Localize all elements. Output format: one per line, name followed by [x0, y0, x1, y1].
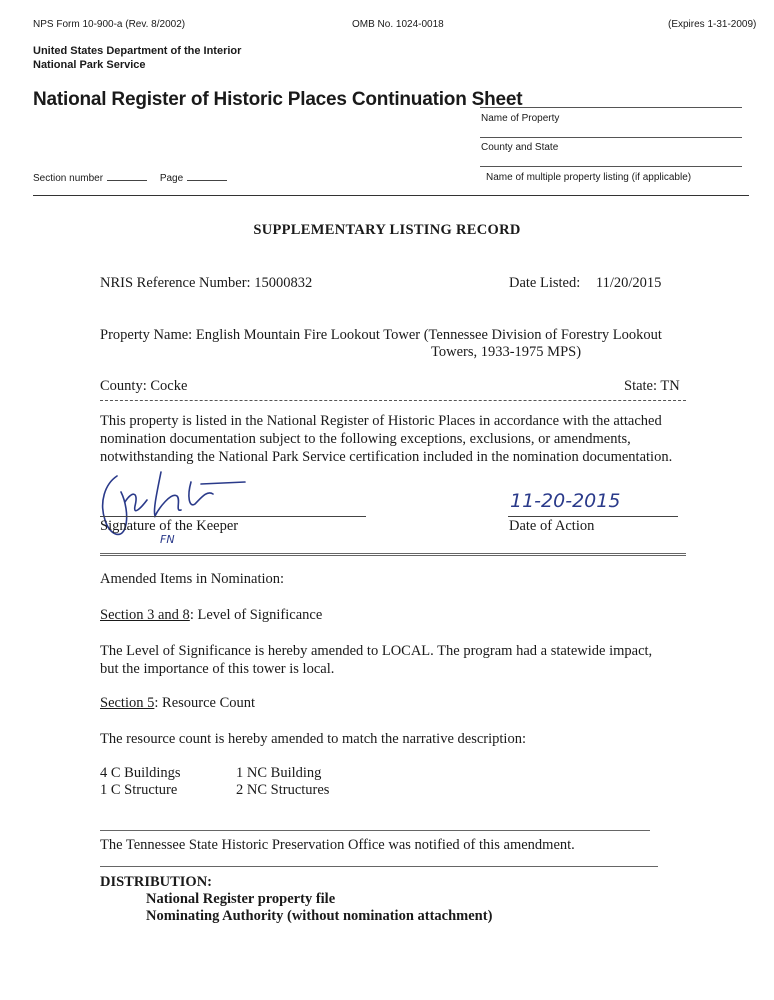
multiple-listing-line [480, 166, 742, 167]
expiration-date: (Expires 1-31-2009) [668, 19, 757, 30]
action-date-handwritten: 11-20-2015 [510, 490, 621, 512]
state: State: TN [624, 378, 680, 394]
department-name: United States Department of the Interior [33, 45, 242, 57]
statement-line3: notwithstanding the National Park Service certification included in the nomination documentation. [100, 449, 673, 465]
date-listed-label: Date Listed: [509, 275, 581, 291]
keeper-initials: FN [160, 533, 175, 546]
county-state-label: County and State [481, 142, 559, 153]
section-5-title: Section 5 [100, 695, 155, 711]
county-state-line [480, 137, 742, 138]
date-listed-value: 11/20/2015 [595, 275, 662, 291]
section-3-8-subtitle: : Level of Significance [189, 607, 323, 623]
date-line [508, 516, 678, 517]
page-title: National Register of Historic Places Continuation Sheet [33, 89, 523, 110]
nris-reference: NRIS Reference Number: 15000832 [100, 275, 313, 291]
multiple-listing-label: Name of multiple property listing (if applicable) [486, 172, 692, 183]
statement-line1: This property is listed in the National Register of Historic Places in accordance with the attached [100, 413, 662, 429]
section-number-label: Section number [33, 173, 104, 184]
signature-label: Signature of the Keeper [100, 518, 239, 534]
header-divider [33, 195, 749, 196]
page-number-blank [187, 171, 227, 181]
shpo-notified: The Tennessee State Historic Preservation Office was notified of this amendment. [100, 837, 575, 853]
section-5-subtitle: : Resource Count [154, 695, 256, 711]
keeper-signature-icon [95, 462, 265, 552]
signature-line [100, 516, 366, 517]
distribution-item-2: Nominating Authority (without nomination attachment) [146, 908, 493, 924]
count-c-buildings: 4 C Buildings [100, 765, 181, 781]
statement-line2: nomination documentation subject to the following exceptions, exclusions, or amendments, [100, 431, 631, 447]
distribution-heading: DISTRIBUTION: [100, 874, 212, 890]
section-3-8-heading [100, 607, 322, 624]
count-nc-structures: 2 NC Structures [236, 782, 330, 798]
section-number-blank [107, 171, 147, 181]
date-listed [509, 275, 661, 292]
count-c-structure: 1 C Structure [100, 782, 178, 798]
double-dashed-divider [100, 553, 686, 556]
record-heading: SUPPLEMENTARY LISTING RECORD [253, 222, 521, 238]
dashed-divider-top [100, 400, 686, 401]
page-label: Page [159, 173, 184, 184]
agency-name: National Park Service [33, 59, 146, 71]
count-nc-building: 1 NC Building [236, 765, 322, 781]
section-5-line1: The resource count is hereby amended to match the narrative description: [100, 731, 526, 747]
date-of-action-label: Date of Action [509, 518, 595, 534]
amendments-intro: Amended Items in Nomination: [100, 571, 285, 587]
property-name-label: Name of Property [481, 113, 560, 124]
distribution-divider [100, 866, 658, 867]
property-name-line [480, 107, 742, 108]
section-3-8-title: Section 3 and 8 [100, 607, 190, 623]
county: County: Cocke [100, 378, 188, 394]
section-3-8-line1: The Level of Significance is hereby amended to LOCAL. The program had a statewide impact, [100, 643, 653, 659]
property-name-line2: Towers, 1933-1975 MPS) [431, 344, 582, 360]
section-5-heading [100, 695, 255, 712]
omb-number: OMB No. 1024-0018 [352, 19, 444, 30]
section-number-field [33, 171, 231, 184]
notified-divider [100, 830, 650, 831]
property-name-line1: Property Name: English Mountain Fire Lookout Tower (Tennessee Division of Forestry Lookout [100, 327, 662, 343]
section-3-8-line2: but the importance of this tower is local. [100, 661, 335, 677]
form-number: NPS Form 10-900-a (Rev. 8/2002) [33, 19, 186, 30]
distribution-item-1: National Register property file [146, 891, 336, 907]
